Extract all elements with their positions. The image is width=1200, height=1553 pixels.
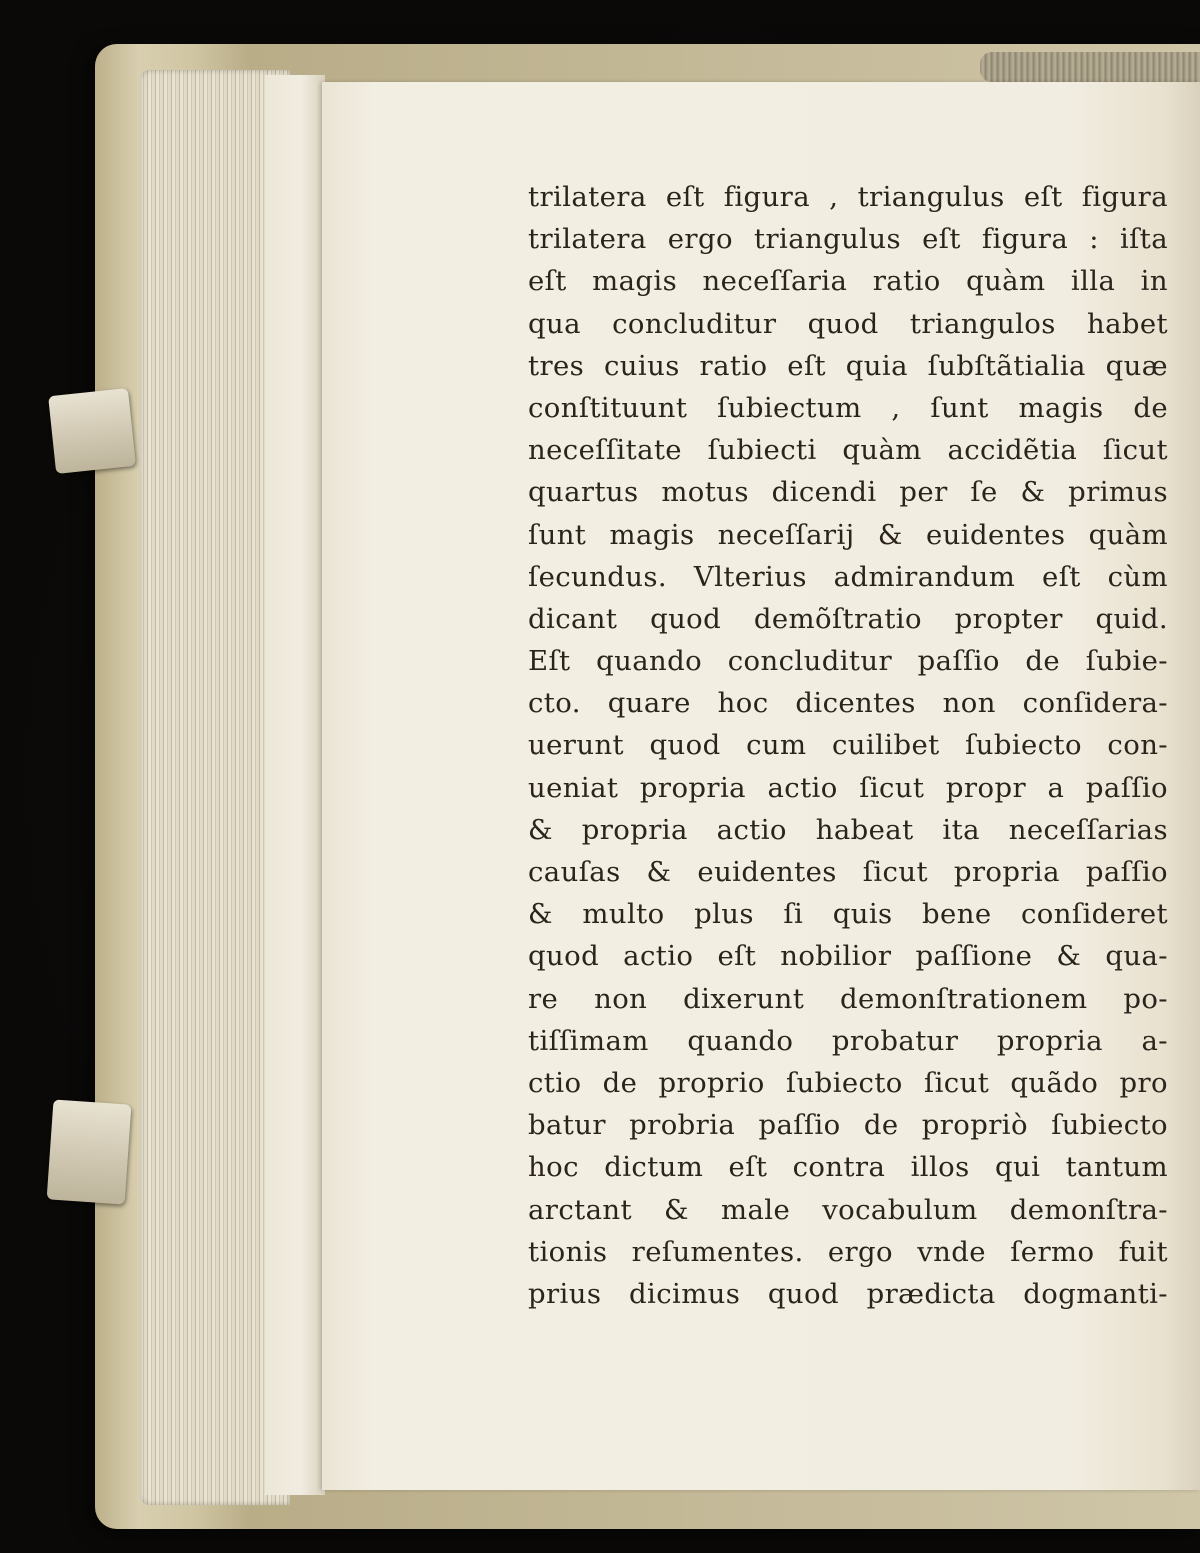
text-line: ſunt magis neceſſarij & euidentes quàm — [528, 518, 1168, 551]
text-line: ctio de proprio ſubiecto ſicut quãdo pro — [528, 1066, 1168, 1099]
text-line: tiſſimam quando probatur propria a- — [528, 1024, 1168, 1057]
text-line: quartus motus dicendi per ſe & primus — [528, 476, 1168, 509]
text-line: ueniat propria actio ſicut propr a paſſio — [528, 771, 1168, 804]
text-line: neceſſitate ſubiecti quàm accidẽtia ſicut — [528, 434, 1168, 467]
text-line: trilatera ergo triangulus eſt figura : iſta — [528, 223, 1168, 256]
text-line: trilatera eſt figura , triangulus eſt figura — [528, 181, 1168, 213]
text-line: re non dixerunt demonſtrationem po- — [528, 982, 1168, 1015]
underlying-leaf — [265, 75, 325, 1495]
text-line: qua concluditur quod triangulos habet — [528, 307, 1168, 340]
headband — [980, 52, 1200, 82]
text-line: ſecundus. Vlterius admirandum eſt cùm — [528, 560, 1168, 593]
text-line: hoc dictum eſt contra illos qui tantum — [528, 1151, 1168, 1184]
text-line: batur probria paſſio de propriò ſubiecto — [528, 1109, 1168, 1142]
text-line: prius dicimus quod prædicta dogmanti- — [528, 1277, 1168, 1310]
text-line: conſtituunt ſubiectum , ſunt magis de — [528, 391, 1168, 424]
text-line: cto. quare hoc dicentes non conſidera- — [528, 687, 1168, 720]
text-line: tionis reſumentes. ergo vnde ſermo fuit — [528, 1235, 1168, 1268]
text-line: eſt magis neceſſaria ratio quàm illa in — [528, 265, 1168, 298]
text-line: Eſt quando concluditur paſſio de ſubie- — [528, 645, 1168, 678]
text-line: quod actio eſt nobilior paſſione & qua- — [528, 940, 1168, 973]
text-line: arctant & male vocabulum demonſtra- — [528, 1193, 1168, 1226]
text-line: & propria actio habeat ita neceſſarias — [528, 813, 1168, 846]
clasp-tie-top — [48, 388, 136, 474]
page-text — [528, 176, 1168, 1315]
clasp-tie-bottom — [47, 1099, 132, 1204]
text-line: dicant quod demõſtratio propter quid. — [528, 602, 1168, 635]
text-line: tres cuius ratio eſt quia ſubſtãtialia quæ — [528, 349, 1168, 382]
text-line: & multo plus ſi quis bene conſideret — [528, 898, 1168, 931]
text-line: cauſas & euidentes ſicut propria paſſio — [528, 856, 1168, 888]
text-line: uerunt quod cum cuilibet ſubiecto con- — [528, 729, 1168, 762]
